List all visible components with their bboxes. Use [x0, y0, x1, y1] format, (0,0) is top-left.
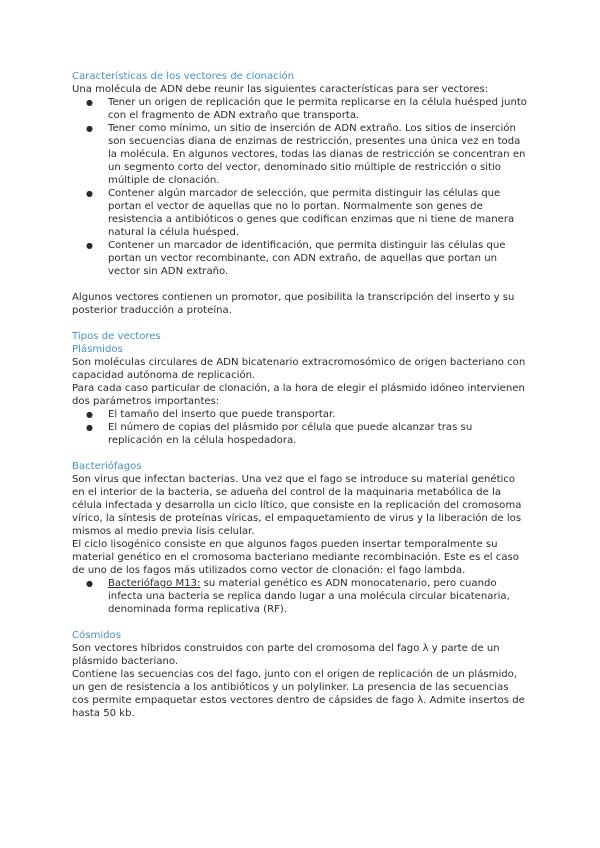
paragraph-bacteriofagos-2: El ciclo lisogénico consiste en que algunos fagos pueden insertar temporalmente su material genético en el cromosoma bacteriano mediante recombinación. Este es el caso de uno de los fagos más utilizados como vector de clonación: el fago lambda. [72, 539, 519, 576]
list-item: ● Contener un marcador de identificación, que permita distinguir las células que portan un vector recombinante, con ADN extraño, de aquellas que portan un vector sin ADN extraño. [72, 239, 528, 278]
document-page [72, 70, 528, 720]
subsection-title-bacteriofagos: Bacteriófagos [72, 461, 142, 472]
list-item: ● El número de copias del plásmido por célula que puede alcanzar tras su replicación en la célula hospedadora. [72, 421, 528, 447]
paragraph-bacteriofagos-1: Son virus que infectan bacterias. Una vez que el fago se introduce su material genético en el interior de la bacteria, se adueña del control de la maquinaria metabólica de la célula infectada y desarrolla un ciclo lítico, que consiste en la replicación del cromosoma vírico, la síntesis de proteínas víricas, el empaquetamiento de virus y la liberación de los mismos al medio previa lisis celular. [72, 474, 522, 537]
paragraph-intro: Una molécula de ADN debe reunir las siguientes características para ser vectores: [72, 84, 489, 95]
list-parametros [72, 408, 528, 447]
paragraph-cosmidos-1: Son vectores híbridos construidos con parte del cromosoma del fago λ y parte de un plásmido bacteriano. [72, 643, 500, 667]
paragraph-plasmidos-1: Son moléculas circulares de ADN bicatenario extracromosómico de origen bacteriano con capacidad autónoma de replicación. [72, 357, 526, 381]
list-m13 [72, 577, 528, 616]
list-caracteristicas [72, 96, 528, 278]
m13-text: su material genético es ADN monocatenario, pero cuando infecta una bacteria se replica dando lugar a una molécula circular bicatenaria, denominada forma replicativa (RF). [108, 578, 510, 615]
paragraph-cosmidos-2: Contiene las secuencias cos del fago, junto con el origen de replicación de un plásmido, un gen de resistencia a los antibióticos y un polylinker. La presencia de las secuencias cos permite empaquetar estos vectores dentro de cápsides de fago λ. Admite insertos de hasta 50 kb. [72, 669, 525, 719]
list-item: ● El tamaño del inserto que puede transportar. [72, 408, 528, 421]
section-title-tipos: Tipos de vectores [72, 331, 161, 342]
list-item [72, 577, 528, 616]
section-title-caracteristicas: Características de los vectores de clonación [72, 71, 295, 82]
list-item: ● Contener algún marcador de selección, que permita distinguir las células que portan el vector de aquellas que no lo portan. Normalmente son genes de resistencia a antibióticos o genes que codifican enzimas que ni tiene de manera natural la célula huésped. [72, 187, 528, 239]
list-item: ● Tener un origen de replicación que le permita replicarse en la célula huésped junto con el fragmento de ADN extraño que transporta. [72, 96, 528, 122]
paragraph-plasmidos-2: Para cada caso particular de clonación, a la hora de elegir el plásmido idóneo intervienen dos parámetros importantes: [72, 383, 525, 407]
subsection-title-cosmidos: Cósmidos [72, 630, 121, 641]
list-item: ● Tener como mínimo, un sitio de inserción de ADN extraño. Los sitios de inserción son secuencias diana de enzimas de restricción, presentes una única vez en toda la molécula. En algunos vectores, todas las dianas de restricción se concentran en un segmento corto del vector, denominado sitio múltiple de restricción o sitio múltiple de clonación. [72, 122, 528, 187]
m13-label: Bacteriófago M13: [108, 578, 201, 589]
subsection-title-plasmidos: Plásmidos [72, 344, 123, 355]
paragraph-promotor: Algunos vectores contienen un promotor, que posibilita la transcripción del inserto y su posterior traducción a proteína. [72, 292, 515, 316]
